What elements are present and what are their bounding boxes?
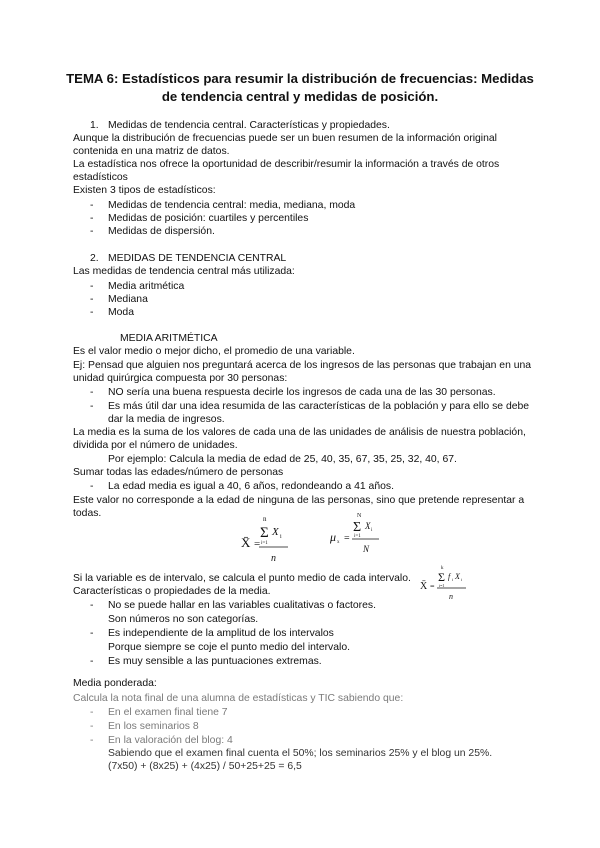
list-item: Es muy sensible a las puntuaciones extremas. [108,656,322,667]
formula-2-eq: = [344,533,350,544]
list-item: La edad media es igual a 40, 6 años, redondeando a 41 años. [108,481,394,492]
bullet-dash: - [90,600,94,611]
formula-2-lower: i=1 [354,534,361,539]
bullet-dash: - [90,401,94,412]
section-2-intro: Las medidas de tendencia central más utilizada: [73,266,295,277]
ponderada-sabiendo: Sabiendo que el examen final cuenta el 50%; los seminarios 25% y el blog un 25%. [108,748,493,759]
bullet-dash: - [90,721,94,732]
bullet-dash: - [90,481,94,492]
paragraph-3: Existen 3 tipos de estadísticos: [73,185,216,196]
list-item: Es independiente de la amplitud de los intervalos [108,628,334,639]
bullet-dash: - [90,628,94,639]
paragraph-2b: estadísticos [73,172,128,183]
ponderada-heading: Media ponderada: [73,678,157,689]
formula-1-upper: n [263,515,267,523]
list-item: En la valoración del blog: 4 [108,735,233,746]
formula-1-den: n [271,553,276,564]
list-item: No se puede hallar en las variables cualitativas o factores. [108,600,376,611]
formula-2-term: X [365,521,371,531]
formula-2-den: N [363,544,370,554]
formula-3-upper: k [441,566,444,571]
formula-2-lhs-sub: x [337,540,340,545]
list-item: En el examen final tiene 7 [108,707,228,718]
media-note-a: Este valor no corresponde a la edad de ninguna de las personas, sino que pretende representar a [73,495,525,506]
formula-1-term: X [272,526,279,538]
ponderada-calc: (7x50) + (8x25) + (4x25) / 50+25+25 = 6,5 [108,761,302,772]
media-example-a: Ej: Pensad que alguien nos preguntará acerca de los ingresos de las personas que trabajan en una [73,360,532,371]
formula-3-term2: X [455,572,460,581]
media-heading: MEDIA ARITMÉTICA [120,333,218,344]
formula-2-sum: Σ [353,520,362,535]
media-sumar: Sumar todas las edades/número de personas [73,467,284,478]
bullet-dash: - [90,656,94,667]
formula-1-lhs: X̄ [241,535,251,550]
media-sum-a: La media es la suma de los valores de cada una de las unidades de análisis de nuestra población, [73,427,526,438]
bullet-dash: - [90,707,94,718]
list-item: En los seminarios 8 [108,721,199,732]
section-1-heading: Medidas de tendencia central. Características y propiedades. [108,120,390,131]
formula-sample-mean [235,510,295,573]
media-example-b: unidad quirúrgica compuesta por 30 personas: [73,373,288,384]
list-item: Medidas de tendencia central: media, mediana, moda [108,200,356,211]
media-note-b: todas. [73,508,102,519]
paragraph-1a: Aunque la distribución de frecuencias puede ser un buen resumen de la información original [73,133,497,144]
formula-2-sub: i [371,528,373,533]
bullet-dash: - [90,213,94,224]
list-item: Media aritmética [108,281,185,292]
media-sum-b: dividida por el número de unidades. [73,440,238,451]
formula-3-term: f [448,572,451,581]
list-item-continuation: Son números no son categorías. [108,614,259,625]
list-item: Mediana [108,294,148,305]
formula-3-lower: i=1 [439,583,445,588]
formula-1-lower: i=1 [261,541,268,546]
document-title: TEMA 6: Estadísticos para resumir la distribución de frecuencias: Medidas de tendencia central y medidas de posición. [66,71,534,104]
formula-1-sub: i [280,534,282,540]
list-item: Moda [108,307,134,318]
formula-3-den: n [449,592,453,601]
bullet-dash: - [90,281,94,292]
formula-3-lhs: X̄ [420,581,428,592]
list-item-continuation: dar la media de ingresos. [108,414,225,425]
bullet-dash: - [90,226,94,237]
bullet-dash: - [90,307,94,318]
media-definition: Es el valor medio o mejor dicho, el promedio de una variable. [73,346,355,357]
formula-population-mean [326,510,386,558]
intervalo-text: Si la variable es de intervalo, se calcula el punto medio de cada intervalo. [73,573,411,584]
list-item: Medidas de dispersión. [108,226,215,237]
formula-1-eq: = [254,538,261,550]
formula-1-sum: Σ [260,525,269,541]
section-2-heading: MEDIDAS DE TENDENCIA CENTRAL [108,253,287,264]
bullet-dash: - [90,294,94,305]
paragraph-1b: contenida en una matriz de datos. [73,146,230,157]
formula-3-sub: i [452,577,454,582]
section-2-number: 2. [90,253,99,264]
formula-3-sub2: i [461,577,463,582]
props-heading: Características o propiedades de la media. [73,586,271,597]
ponderada-intro: Calcula la nota final de una alumna de estadísticas y TIC sabiendo que: [73,693,404,704]
bullet-dash: - [90,200,94,211]
bullet-dash: - [90,387,94,398]
paragraph-2a: La estadística nos ofrece la oportunidad de describir/resumir la información a través de otros [73,159,500,170]
list-item: NO sería una buena respuesta decirle los ingresos de cada una de las 30 personas. [108,387,496,398]
section-1-number: 1. [90,120,99,131]
list-item: Es más útil dar una idea resumida de las características de la población y para ello se debe [108,401,530,412]
formula-interval-mean [416,563,478,606]
formula-3-eq: = [430,582,435,591]
media-example-calc: Por ejemplo: Calcula la media de edad de 25, 40, 35, 67, 35, 25, 32, 40, 67. [108,454,457,465]
formula-2-upper: N [357,513,362,519]
list-item-continuation: Porque siempre se coje el punto medio del intervalo. [108,642,351,653]
bullet-dash: - [90,735,94,746]
formula-3-sum: Σ [438,570,445,584]
list-item: Medidas de posición: cuartiles y percentiles [108,213,309,224]
formula-2-lhs: μ [330,530,337,544]
